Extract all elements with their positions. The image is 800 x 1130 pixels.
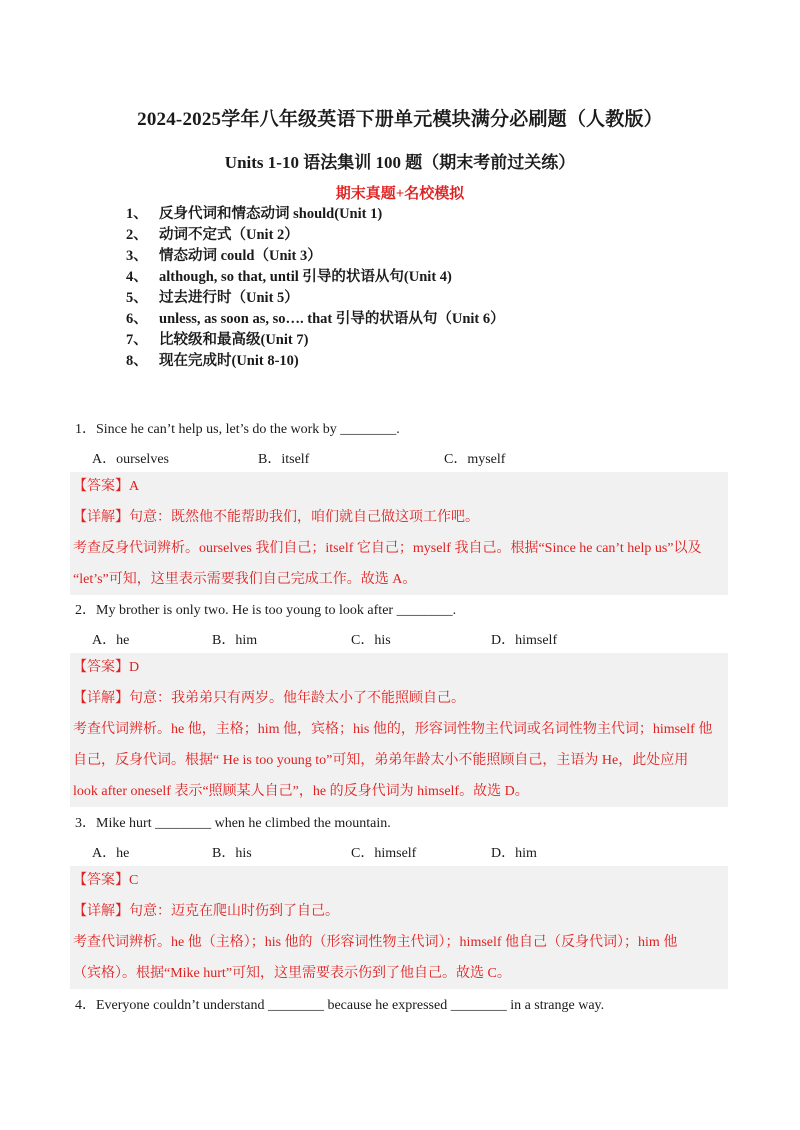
question-4-stem: 4．Everyone couldn’t understand ________ because he expressed ________ in a strange way. bbox=[75, 998, 605, 1013]
question-2-options bbox=[92, 629, 752, 649]
topic-text: 过去进行时（Unit 5） bbox=[159, 290, 299, 306]
topic-text: unless, as soon as, so…. that 引导的状语从句（Unit 6） bbox=[159, 311, 505, 327]
detail-line: “let’s”可知，这里表示需要我们自己完成工作。故选 A。 bbox=[73, 572, 417, 587]
option-a: A．he bbox=[92, 633, 130, 648]
document-tagline: 期末真题+名校模拟 bbox=[335, 186, 465, 202]
answer-line: 【答案】D bbox=[73, 660, 140, 675]
question-2-answer-block bbox=[70, 653, 728, 807]
detail-line: 自己，反身代词。根据“ He is too young to”可知，弟弟年龄太小不能照顾自己，主语为 He，此处应用 bbox=[73, 753, 689, 768]
topic-list bbox=[126, 204, 686, 372]
option-b: B．him bbox=[212, 633, 258, 648]
detail-line: 【详解】句意：我弟弟只有两岁。他年龄太小了不能照顾自己。 bbox=[73, 691, 465, 706]
question-1-answer-block bbox=[70, 472, 728, 595]
topic-text: 现在完成时(Unit 8-10) bbox=[159, 353, 299, 369]
topic-text: 比较级和最高级(Unit 7) bbox=[159, 332, 309, 348]
topic-number: 8、 bbox=[126, 353, 148, 369]
option-b: B．his bbox=[212, 846, 252, 861]
topic-item bbox=[126, 288, 686, 309]
option-d: D．him bbox=[491, 846, 537, 861]
detail-line: 【详解】句意：迈克在爬山时伤到了自己。 bbox=[73, 904, 339, 919]
option-a: A．ourselves bbox=[92, 452, 169, 467]
topic-text: 反身代词和情态动词 should(Unit 1) bbox=[159, 206, 383, 222]
question-1-options bbox=[92, 448, 752, 468]
topic-number: 1、 bbox=[126, 206, 148, 222]
question-3-options bbox=[92, 842, 752, 862]
topic-text: although, so that, until 引导的状语从句(Unit 4) bbox=[159, 269, 452, 285]
topic-number: 5、 bbox=[126, 290, 148, 306]
detail-line: 【详解】句意：既然他不能帮助我们，咱们就自己做这项工作吧。 bbox=[73, 510, 479, 525]
topic-text: 情态动词 could（Unit 3） bbox=[159, 248, 322, 264]
topic-number: 7、 bbox=[126, 332, 148, 348]
option-c: C．myself bbox=[444, 452, 506, 467]
option-a: A．he bbox=[92, 846, 130, 861]
detail-line: 考查代词辨析。he 他（主格）；his 他的（形容词性物主代词）；himself 他自己（反身代词）；him 他 bbox=[73, 935, 678, 950]
topic-item bbox=[126, 225, 686, 246]
topic-number: 3、 bbox=[126, 248, 148, 264]
option-c: C．himself bbox=[351, 846, 417, 861]
question-3-answer-block bbox=[70, 866, 728, 989]
answer-line: 【答案】A bbox=[73, 479, 140, 494]
topic-item bbox=[126, 246, 686, 267]
answer-line: 【答案】C bbox=[73, 873, 139, 888]
topic-item bbox=[126, 309, 686, 330]
topic-number: 4、 bbox=[126, 269, 148, 285]
question-2-stem: 2．My brother is only two. He is too young to look after ________. bbox=[75, 603, 457, 618]
question-1-stem: 1．Since he can’t help us, let’s do the work by ________. bbox=[75, 422, 400, 437]
document-title: 2024-2025学年八年级英语下册单元模块满分必刷题（人教版） bbox=[137, 109, 663, 130]
topic-number: 2、 bbox=[126, 227, 148, 243]
option-c: C．his bbox=[351, 633, 391, 648]
detail-line: look after oneself 表示“照顾某人自己”，he 的反身代词为 himself。故选 D。 bbox=[73, 784, 529, 799]
topic-text: 动词不定式（Unit 2） bbox=[159, 227, 299, 243]
option-d: D．himself bbox=[491, 633, 558, 648]
topic-item bbox=[126, 204, 686, 225]
detail-line: 考查反身代词辨析。ourselves 我们自己；itself 它自己；myself 我自己。根据“Since he can’t help us”以及 bbox=[73, 541, 702, 556]
detail-line: （宾格）。根据“Mike hurt”可知，这里需要表示伤到了他自己。故选 C。 bbox=[73, 966, 511, 981]
detail-line: 考查代词辨析。he 他，主格；him 他，宾格；his 他的，形容词性物主代词或名词性物主代词；himself 他 bbox=[73, 722, 713, 737]
topic-number: 6、 bbox=[126, 311, 148, 327]
topic-item bbox=[126, 351, 686, 372]
option-b: B．itself bbox=[258, 452, 310, 467]
topic-item bbox=[126, 330, 686, 351]
question-3-stem: 3．Mike hurt ________ when he climbed the mountain. bbox=[75, 816, 391, 831]
document-subtitle: Units 1-10 语法集训 100 题（期末考前过关练） bbox=[224, 153, 576, 172]
topic-item bbox=[126, 267, 686, 288]
